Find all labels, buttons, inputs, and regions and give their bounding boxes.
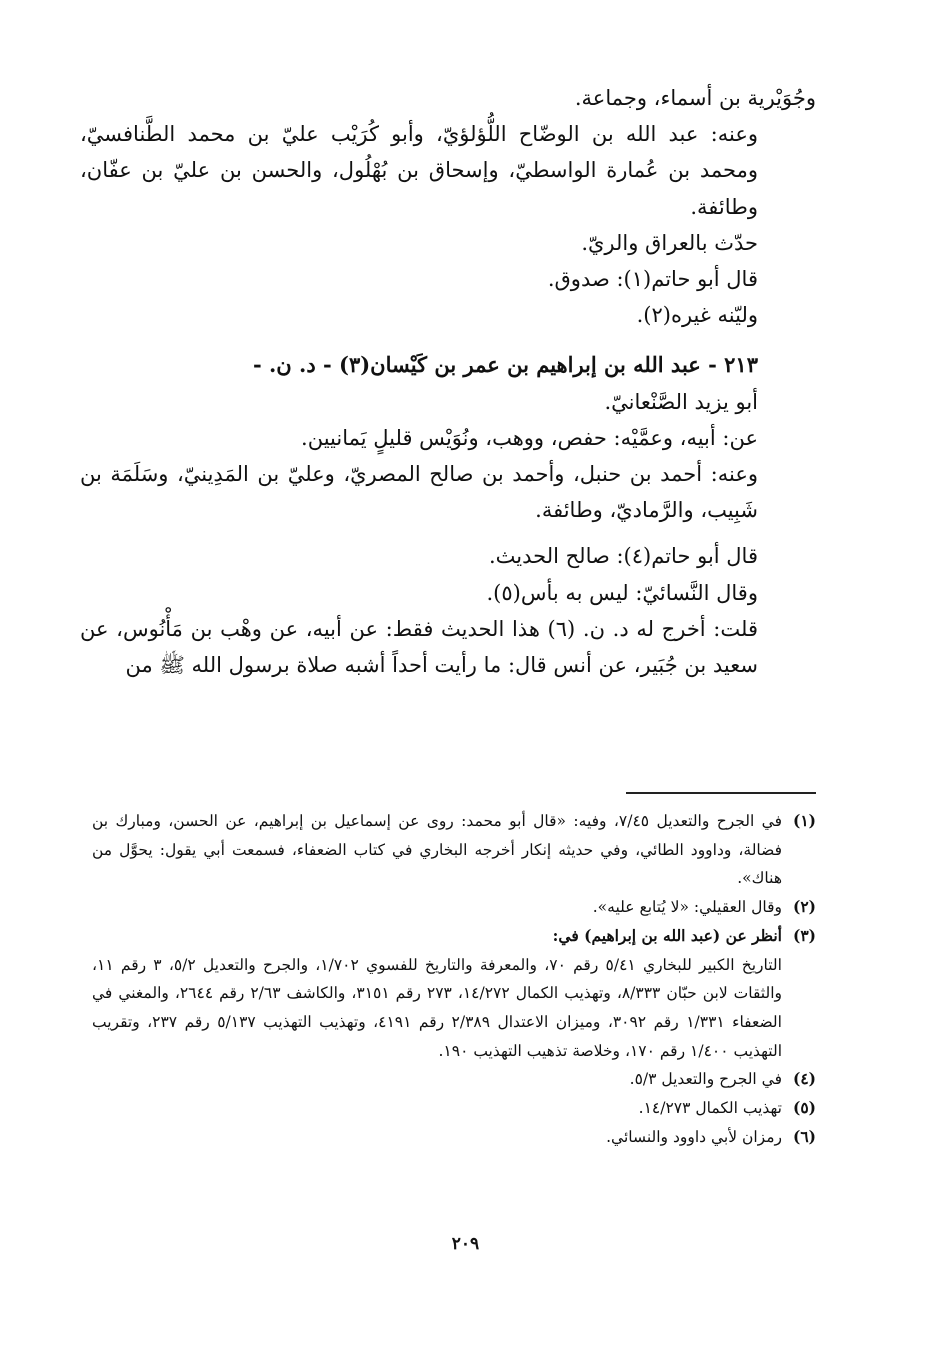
footnote-number: (٢) — [792, 897, 816, 917]
footnote-1 — [92, 807, 816, 893]
footnotes — [92, 807, 816, 1151]
narrators-from-him-2: وعنه: أحمد بن حنبل، وأحمد بن صالح المصريّ، وعليّ بن المَدِينيّ، وسَلَمَة بن شَبِيب، والرَّماديّ، وطائفة. — [80, 462, 758, 523]
footnote-text: في الجرح والتعديل ٧/٤٥، وفيه: «قال أبو محمد: روى عن إسماعيل بن إبراهيم، عن الحسن، ومبارك بن فضالة، وداوود الطائي، وفي حديثه إنكار أخرجه البخاري في كتاب الضعفاء، فسمعت أبي يقول: يحوَّل من هناك». — [92, 812, 783, 888]
footnote-6 — [92, 1123, 816, 1152]
footnote-number: (٣) — [792, 925, 816, 945]
footnote-4 — [92, 1065, 816, 1094]
abu-hatim-verdict-2: قال أبو حاتم(٤): صالح الحديث. — [488, 544, 758, 569]
footnote-text: التاريخ الكبير للبخاري ٥/٤١ رقم ٧٠، والمعرفة والتاريخ للفسوي ١/٧٠٢، والجرح والتعديل ٥/٢، ٣ رقم ١١، والثقات لابن حبّان ٨/٣٣٣، وتهذيب الكمال ١٤/٢٧٢، ٢٧٣ رقم ٣١٥١، والكاشف ٢/٦٣ رقم ٢٦٤٤، والمغني في الضعفاء ١/٣٣١ رقم ٣٠٩٢، وميزان الاعتدال ٢/٣٨٩ رقم ٤١٩١، وتهذيب التهذيب ٥/١٣٧ رقم ٢٣٧، وتقريب التهذيب ١/٤٠٠ رقم ١٧٠، وخلاصة تذهيب التهذيب ١٩٠. — [92, 955, 782, 1060]
continuation-line: وجُوَيْرية بن أسماء، وجماعة. — [574, 86, 816, 110]
nasai-verdict: وقال النَّسائيّ: ليس به بأس(٥). — [486, 580, 758, 605]
narrates-from: عن: أبيه، وعمَّيْه: حفص، ووهب، ونُوَيْس قليلٍ يَمانيين. — [301, 425, 758, 450]
entry-kunya: أبو يزيد الصَّنْعانيّ. — [604, 389, 758, 414]
footnote-number: (٦) — [792, 1126, 816, 1146]
footnote-number: (١) — [792, 811, 816, 830]
footnote-separator — [626, 792, 816, 794]
footnote-text: تهذيب الكمال ١٤/٢٧٣. — [638, 1099, 782, 1118]
main-text — [80, 80, 816, 683]
footnote-text: رمزان لأبي داوود والنسائي. — [606, 1127, 782, 1146]
footnote-number: (٥) — [792, 1098, 816, 1118]
page-number: ٢٠٩ — [451, 1234, 480, 1254]
footnote-number: (٤) — [792, 1069, 816, 1089]
narration-places: حدّث بالعراق والريّ. — [581, 230, 758, 255]
footnote-5 — [92, 1094, 816, 1123]
entry-heading-213: ٢١٣ - عبد الله بن إبراهيم بن عمر بن كَيْسان(٣) - د. ن. - — [252, 352, 758, 378]
others-verdict: وليّنه غيره(٢). — [636, 303, 758, 328]
author-comment: قلت: أخرج له د. ن. (٦) هذا الحديث فقط: عن أبيه، عن وهْب بن مَأْنُوس، عن سعيد بن جُبَير، عن أنس قال: ما رأيت أحداً أشبه صلاة برسول الله ﷺ من — [80, 616, 758, 678]
footnote-text: وقال العقيلي: «لا يُتابع عليه». — [592, 898, 782, 917]
footnote-2 — [92, 893, 816, 922]
footnote-text: في الجرح والتعديل ٥/٣. — [629, 1070, 782, 1089]
footnote-3 — [92, 922, 816, 1066]
abu-hatim-verdict-1: قال أبو حاتم(١): صدوق. — [547, 267, 758, 292]
narrators-from-him-1: وعنه: عبد الله بن الوضّاح اللُّؤلؤيّ، وأبو كُرَيْب عليّ بن محمد الطَّنافسيّ، ومحمد بن عُمارة الواسطيّ، وإسحاق بن بُهْلُول، والحسن بن عليّ بن عفّان، وطائفة. — [80, 122, 758, 219]
footnote-intro: أنظر عن (عبد الله بن إبراهيم) في: — [552, 925, 782, 945]
